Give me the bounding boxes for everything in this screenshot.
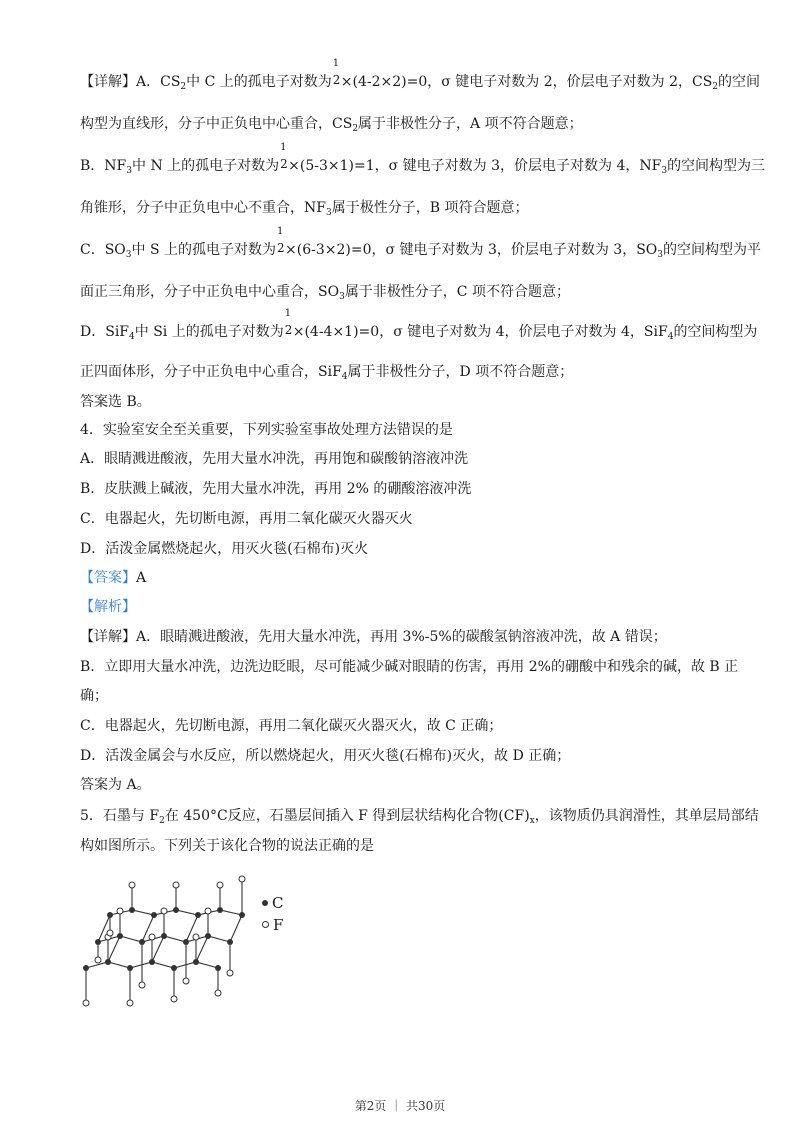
explain-a-line1: 【详解】A．$CS_2$中 C 上的孤电子对数为 1 2 ×(4-2×2)=0，σ 键电子对数为 2，价层电子对数为 2，$CS_2$的空间 <box>80 58 761 92</box>
cf-layer-structure-diagram <box>70 870 260 1015</box>
explain-b-line2: 角锥形，分子中正负电中心不重合，$NF_3$属于极性分子，B 项符合题意； <box>80 200 529 218</box>
diagram-legend <box>262 892 283 936</box>
q4-option-c: C．电器起火，先切断电源，再用二氧化碳灭火器灭火 <box>80 511 413 527</box>
explain-c-line1: C．$SO_3$中 S 上的孤电子对数为 1 2 ×(6-3×2)=0，σ 键电子对数为 3，价层电子对数为 3，$SO_3$的空间构型为平 <box>80 226 762 260</box>
filled-dot-icon <box>262 900 268 906</box>
q4-final-answer: 答案为 A。 <box>80 777 151 793</box>
q4-stem: 4．实验室安全至关重要，下列实验室事故处理方法错误的是 <box>80 422 453 438</box>
explain-a-line2: 构型为直线形，分子中正负电中心重合，$CS_2$属于非极性分子，A 项不符合题意； <box>80 116 583 134</box>
fraction-half: 1 2 <box>284 308 293 337</box>
q4-option-a: A．眼睛溅进酸液，先用大量水冲洗，再用饱和碳酸钠溶液冲洗 <box>80 451 469 467</box>
fraction-half: 1 2 <box>277 226 285 255</box>
legend-fluorine: F <box>262 914 283 936</box>
q5-stem-line1: 5．石墨与 $F_2$在 450°C反应，石墨层间插入 F 得到层状结构化合物$(CF)_x$，该物质仍具润滑性，其单层局部结 <box>80 808 759 826</box>
page-footer: 第2页 ｜ 共30页 <box>354 1099 446 1113</box>
q5-stem-line2: 构如图所示。下列关于该化合物的说法正确的是 <box>80 838 374 854</box>
answer-label: 【答案】 <box>80 570 136 586</box>
legend-carbon: C <box>262 892 283 914</box>
fraction-half: 1 2 <box>332 58 341 87</box>
q4-answer <box>80 568 146 588</box>
q4-detail-a: 【详解】A．眼睛溅进酸液，先用大量水冲洗，再用 3%-5%的碳酸氢钠溶液冲洗，故 A 错误； <box>80 629 667 645</box>
answer-q3: 答案选 B。 <box>80 394 151 410</box>
q4-detail-b-line2: 确； <box>80 688 108 704</box>
q4-analysis-label: 【解析】 <box>80 599 136 615</box>
explain-c-line2: 面正三角形，分子中正负电中心重合，$SO_3$属于非极性分子，C 项不符合题意； <box>80 284 570 302</box>
explain-b-line1: B．$NF_3$中 N 上的孤电子对数为 1 2 ×(5-3×1)=1，σ 键电子对数为 3，价层电子对数为 4，$NF_3$的空间构型为三 <box>80 142 766 176</box>
q4-detail-b-line1: B．立即用大量水冲洗，边洗边眨眼，尽可能减少碱对眼睛的伤害，再用 2%的硼酸中和残余的碱，故 B 正 <box>80 659 739 675</box>
q4-detail-c: C．电器起火，先切断电源，再用二氧化碳灭火器灭火，故 C 正确； <box>80 718 503 734</box>
answer-value: A <box>136 570 147 586</box>
hollow-dot-icon <box>262 921 269 928</box>
q4-option-d: D．活泼金属燃烧起火，用灭火毯(石棉布)灭火 <box>80 541 369 557</box>
q4-option-b: B．皮肤溅上碱液，先用大量水冲洗，再用 2% 的硼酸溶液冲洗 <box>80 481 472 497</box>
explain-d-line2: 正四面体形，分子中正负电中心重合，SiF$_4$属于非极性分子，D 项不符合题意； <box>80 364 574 382</box>
explain-d-line1: D．SiF$_4$中 Si 上的孤电子对数为 1 2 ×(4-4×1)=0，σ 键电子对数为 4，价层电子对数为 4，SiF$_4$的空间构型为 <box>80 308 758 342</box>
fraction-half: 1 2 <box>280 142 288 171</box>
q4-detail-d: D．活泼金属会与水反应，所以燃烧起火，用灭火毯(石棉布)灭火，故 D 正确； <box>80 748 571 764</box>
